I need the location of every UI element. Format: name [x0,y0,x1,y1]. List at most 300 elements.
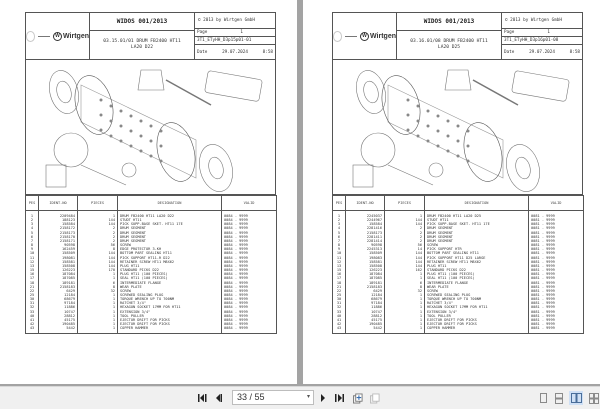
row-ident-no: 2244967 [346,218,385,222]
page-row [195,29,275,37]
row-pieces: 1 [385,293,425,297]
date-value: 29.07.2024 [222,49,248,55]
time-value: 8:58 [262,49,273,55]
copyright: © 2013 by Wirtgen GmbH [195,13,275,29]
row-pes: 13 [26,264,39,268]
row-designation: RETAINER SCREW HT11 M8X62 [425,260,529,264]
chevron-down-icon[interactable]: ▾ [306,394,310,400]
assembly-name [90,31,194,59]
row-pieces: 144 [385,256,425,260]
row-pieces: 1 [385,297,425,301]
row-pes: 21 [26,285,39,289]
doc-title: WIDOS 001/2013 [397,13,501,31]
assembly-line2: LA20 D25 [437,45,461,50]
row-pieces: 144 [385,222,425,226]
row-designation: INTERMEDIATE FLANGE [118,281,222,285]
row-valid: 0084 - 9999 [222,293,277,297]
row-pieces: 6 [385,281,425,285]
row-valid: 0081 - 9999 [529,293,584,297]
row-valid: 0084 - 9999 [222,326,277,334]
row-pes: 1 [26,211,39,219]
row-designation: EJECTOR DRIFT FOR PICKS [118,322,222,326]
row-designation: SCREW [118,289,222,293]
row-ident-no: 11886 [39,305,78,309]
row-valid: 0084 - 9999 [222,231,277,235]
exploded-drawing [25,60,276,195]
row-designation: DRUM SEGMENT [118,239,222,243]
row-pes: 8 [333,243,346,247]
row-pes: 10 [26,251,39,255]
row-ident-no: 2158173 [346,231,385,235]
row-valid: 0081 - 9999 [529,297,584,301]
row-pes: 31 [333,301,346,305]
row-ident-no: 2209484 [39,211,78,219]
row-designation: DRUM SEGMENT [118,226,222,230]
row-ident-no: 198083 [346,256,385,260]
row-ident-no: 68679 [39,297,78,301]
row-ident-no: 45175 [39,318,78,322]
row-pieces: 1 [78,326,118,334]
row-ident-no: 187085 [346,276,385,280]
row-designation: PICK SUPP.BASE SKET. HT11 17E [118,222,222,226]
row-designation: PLUG HT11 (100 PIECES) [118,272,222,276]
row-ident-no: 5442 [39,326,78,334]
row-pieces: 1 [78,310,118,314]
row-pieces: 1 [78,211,118,219]
row-ident-no: 2158183 [39,285,78,289]
row-pieces: 1 [385,272,425,276]
doc-code: 3T1_ETyHH_D3p15p01-01 [197,38,252,43]
wirtgen-logo [53,32,89,41]
parts-table [332,195,584,334]
doc-code: 3T1_ETyHH_D3p16p01-08 [504,38,559,43]
row-designation: RATCHET 3/4" [425,301,529,305]
row-pieces: 2 [78,235,118,239]
next-page-button[interactable] [318,392,328,404]
row-pes: 21 [333,285,346,289]
row-pieces: 2 [78,226,118,230]
row-ident-no: 97184 [39,301,78,305]
row-valid: 0081 - 9999 [529,231,584,235]
row-designation: EJECTOR DRIFT FOR PICKS [425,318,529,322]
row-pes: 6 [333,235,346,239]
row-pes: 25 [333,293,346,297]
row-ident-no: 188123 [39,218,78,222]
table-header-row [26,196,277,211]
row-pieces: 8 [78,285,118,289]
row-ident-no: 158508 [39,264,78,268]
row-ident-no: 158509 [39,251,78,255]
col-ident-no: IDENT-NO [39,196,78,211]
row-designation: PICK SUPP.BASE SKET. HT11 17E [425,222,529,226]
row-ident-no: 6429 [346,289,385,293]
row-pieces: 1 [78,322,118,326]
row-ident-no: 90598 [39,243,78,247]
parts-sheet [25,12,276,334]
row-ident-no: 2245037 [346,211,385,219]
continuous-view-button[interactable] [553,391,565,405]
first-page-button[interactable] [197,392,207,404]
row-designation: STUDT HT11 [425,218,529,222]
row-valid: 0084 - 9999 [222,218,277,222]
row-pieces: 144 [385,251,425,255]
row-designation: DRUM SEGMENT [118,235,222,239]
row-valid: 0081 - 9999 [529,239,584,243]
table-row [333,211,584,219]
exploded-drawing [332,60,583,195]
row-designation: DRUM SEGMENT [425,231,529,235]
title-block [397,13,502,59]
col-designation: DESIGNATION [118,196,222,211]
two-page-view-button[interactable] [569,391,583,405]
row-pieces: 1 [385,276,425,280]
row-pieces: 144 [78,222,118,226]
row-pieces: 14 [385,247,425,251]
row-designation: STANDARD PICKS D22 [425,268,529,272]
row-designation: SCREW [118,243,222,247]
row-designation: STUDT HT11 [118,218,222,222]
previous-page-icon [216,394,222,402]
row-ident-no: 2158172 [39,226,78,230]
row-valid: 0081 - 9999 [529,222,584,226]
col-pieces: PIECES [78,196,118,211]
row-designation: HEXAGON SOCKET 17MM FOR HT11 [118,305,222,309]
row-valid: 0081 - 9999 [529,260,584,264]
row-designation: DRUM FB2400 HT11 LA20 D25 [425,211,529,219]
page-indicator: 33 / 55 [237,392,265,402]
row-valid: 0084 - 9999 [222,318,277,322]
row-valid: 0084 - 9999 [222,260,277,264]
row-ident-no: 10747 [346,310,385,314]
row-valid: 0081 - 9999 [529,322,584,326]
row-pieces: 1 [385,211,425,219]
row-pes: 17 [26,276,39,280]
row-valid: 0081 - 9999 [529,256,584,260]
row-pieces: 1 [78,314,118,318]
time-value: 8:58 [569,49,580,55]
row-ident-no: 2158173 [39,231,78,235]
row-pes: 2 [333,218,346,222]
row-ident-no: 2158171 [39,239,78,243]
row-ident-no: 90598 [346,243,385,247]
row-designation: EJECTOR DRIFT FOR PICKS [118,318,222,322]
row-pieces: 1 [385,301,425,305]
info-block [195,13,275,59]
table-row [26,211,277,219]
row-valid: 0084 - 9999 [222,301,277,305]
page-label: Page [504,30,515,35]
row-pes: 41 [333,318,346,322]
row-pes: 7 [26,239,39,243]
copyright: © 2013 by Wirtgen GmbH [502,13,582,29]
row-ident-no: 2158170 [39,235,78,239]
row-ident-no: 158581 [39,260,78,264]
row-designation: SCREW [425,243,529,247]
parts-table-body [333,211,584,334]
row-designation: DRUM SEGMENT [425,239,529,243]
row-pes: 16 [26,272,39,276]
row-pieces: 1 [385,310,425,314]
row-valid: 0081 - 9999 [529,326,584,334]
row-designation: SCREWED SEALING PLUG [118,293,222,297]
page-number-input[interactable] [232,390,314,405]
seal-icon [333,31,342,42]
row-valid: 0081 - 9999 [529,318,584,322]
row-valid: 0084 - 9999 [222,243,277,247]
row-designation: EXTENSION 3/4" [118,310,222,314]
row-pes: 4 [26,226,39,230]
row-valid: 0084 - 9999 [222,305,277,309]
row-pieces: 1 [385,322,425,326]
row-ident-no: 2158183 [346,285,385,289]
col-valid: VALID [529,196,584,211]
row-ident-no: 2281411 [346,235,385,239]
row-valid: 0081 - 9999 [529,281,584,285]
row-designation: SEAL HT11 (100 PIECES) [425,276,529,280]
row-pieces: 2 [78,239,118,243]
page-value: 1 [240,30,243,35]
row-pieces: 1 [78,293,118,297]
row-pes: 8 [26,243,39,247]
row-valid: 0084 - 9999 [222,264,277,268]
row-designation: RATCHET 3/4" [118,301,222,305]
row-ident-no: 187084 [346,272,385,276]
row-ident-no: 2281414 [346,239,385,243]
row-designation: TOOL PULLER [425,314,529,318]
last-page-button[interactable] [334,392,344,404]
row-pes: 16 [333,272,346,276]
row-pes: 32 [333,305,346,309]
row-pieces: 1 [78,297,118,301]
sheet-header [25,12,276,60]
row-pieces: 170 [78,268,118,272]
row-ident-no: 158581 [346,260,385,264]
row-designation: DRUM SEGMENT [118,231,222,235]
row-pieces: 32 [385,289,425,293]
row-pieces: 2 [385,231,425,235]
row-valid: 0084 - 9999 [222,272,277,276]
row-pieces: 162 [385,268,425,272]
row-valid: 0081 - 9999 [529,272,584,276]
row-designation: PLUG HT11 (100 PIECES) [425,272,529,276]
row-ident-no: 126223 [39,268,78,272]
row-ident-no: 158584 [39,222,78,226]
first-page-icon [198,394,207,402]
wirtgen-w-icon: W [360,32,369,41]
row-ident-no: 5442 [346,326,385,334]
row-designation: COPPER HAMMER [425,326,529,334]
row-pes: 33 [333,310,346,314]
row-pieces: 144 [385,264,425,268]
parts-table [25,195,277,334]
row-pieces: 144 [78,251,118,255]
brand-name: Wirtgen [370,32,396,40]
row-ident-no: 11886 [346,305,385,309]
row-ident-no: 2245313 [346,247,385,251]
col-pes: PES [333,196,346,211]
row-valid: 0084 - 9999 [222,289,277,293]
row-ident-no: 68679 [346,297,385,301]
row-pieces: 1 [78,318,118,322]
row-valid: 0084 - 9999 [222,314,277,318]
row-ident-no: 6429 [39,289,78,293]
row-valid: 0081 - 9999 [529,289,584,293]
two-page-continuous-view-button[interactable] [588,391,600,405]
divider-line [345,36,357,37]
row-ident-no: 158509 [346,251,385,255]
row-valid: 0084 - 9999 [222,226,277,230]
row-pes: 18 [333,281,346,285]
row-pes: 5 [26,231,39,235]
insert-page-button[interactable] [353,392,363,404]
row-pes: 32 [26,305,39,309]
remove-page-icon [370,393,380,404]
row-pes: 11 [26,256,39,260]
doc-code-row [195,37,275,45]
row-pes: 18 [26,281,39,285]
page-value: 1 [547,30,550,35]
row-pieces: 32 [78,289,118,293]
row-valid: 0081 - 9999 [529,301,584,305]
row-pieces: 1 [385,326,425,334]
row-pieces: 144 [385,260,425,264]
row-pes: 13 [333,264,346,268]
row-valid: 0081 - 9999 [529,310,584,314]
row-designation: SEAL HT11 (100 PIECES) [118,276,222,280]
row-designation: PICK SUPPORT HT11 D25 LARGE [425,256,529,260]
row-pes: 30 [333,297,346,301]
row-pes: 12 [333,260,346,264]
table-row [26,276,277,280]
row-valid: 0081 - 9999 [529,314,584,318]
two-page-continuous-icon [589,393,599,404]
row-valid: 0084 - 9999 [222,322,277,326]
row-ident-no: 12184 [346,293,385,297]
row-ident-no: 2281416 [346,226,385,230]
row-pes: 15 [26,268,39,272]
row-pieces: 2 [385,235,425,239]
date-row [195,45,275,59]
row-valid: 0084 - 9999 [222,268,277,272]
date-label: Date [504,49,515,55]
table-header-row [333,196,584,211]
row-valid: 0084 - 9999 [222,276,277,280]
row-pes: 43 [26,326,39,334]
wirtgen-w-icon: W [53,32,62,41]
row-designation: EJECTOR DRIFT FOR PICKS [425,322,529,326]
row-ident-no: 190485 [346,322,385,326]
row-valid: 0084 - 9999 [222,239,277,243]
row-pes: 12 [26,260,39,264]
row-valid: 0081 - 9999 [529,218,584,222]
row-ident-no: 12184 [39,293,78,297]
row-valid: 0081 - 9999 [529,251,584,255]
row-pieces: 1 [78,301,118,305]
row-valid: 0081 - 9999 [529,247,584,251]
table-row [333,326,584,334]
row-valid: 0084 - 9999 [222,247,277,251]
drum-exploded-view-icon [26,60,275,194]
date-label: Date [197,49,208,55]
page-left [0,0,297,384]
table-row [333,251,584,255]
single-page-view-button[interactable] [537,391,549,405]
col-designation: DESIGNATION [425,196,529,211]
row-pieces: 2 [385,226,425,230]
navigation-toolbar [0,386,600,409]
row-pieces: 1 [78,276,118,280]
row-valid: 0084 - 9999 [222,235,277,239]
col-pes: PES [26,196,39,211]
assembly-line2: LA20 D22 [130,45,154,50]
date-row [502,45,582,59]
row-pes: 11 [333,256,346,260]
logo-block [333,13,397,59]
row-ident-no: 198081 [39,256,78,260]
row-pieces: 144 [385,218,425,222]
row-pes: 5 [333,231,346,235]
row-pes: 22 [333,289,346,293]
row-designation: HEXAGON SOCKET 17MM FOR HT11 [425,305,529,309]
row-pieces: 1 [385,305,425,309]
parts-sheet [332,12,583,334]
remove-page-button[interactable] [370,392,380,404]
row-pes: 7 [333,239,346,243]
table-row [26,251,277,255]
row-valid: 0081 - 9999 [529,243,584,247]
row-designation: TOOL PULLER [118,314,222,318]
assembly-name [397,31,501,59]
row-pes: 9 [26,247,39,251]
row-valid: 0084 - 9999 [222,251,277,255]
row-designation: RETAINER SCREW HT11 M8X62 [118,260,222,264]
row-designation: DRUM SEGMENT [425,226,529,230]
row-designation: INTERMEDIATE FLANGE [425,281,529,285]
row-pes: 3 [333,222,346,226]
add-page-icon [353,393,363,404]
assembly-line1: 03.16.01/08 DRUM FB2400 HT11 [410,39,488,44]
row-pieces: 144 [78,256,118,260]
next-page-icon [320,394,326,402]
row-pes: 42 [26,322,39,326]
row-valid: 0081 - 9999 [529,211,584,219]
row-pieces: 1 [78,305,118,309]
assembly-line1: 03.15.01/01 DRUM FB2400 HT11 [103,39,181,44]
row-designation: PLUG HT11 [118,264,222,268]
row-pes: 4 [333,226,346,230]
col-pieces: PIECES [385,196,425,211]
single-page-icon [540,393,547,403]
page-right [303,0,600,384]
row-ident-no: 28812 [39,314,78,318]
row-designation: EDGE PROTECTOR 3-KH [118,247,222,251]
row-valid: 0084 - 9999 [222,281,277,285]
page-label: Page [197,30,208,35]
row-pieces: 6 [78,281,118,285]
row-pieces: 2 [385,239,425,243]
row-designation: DRUM FB2400 HT11 LA20 D22 [118,211,222,219]
row-designation: TORQUE WRENCH UP TO 700NM [118,297,222,301]
two-page-icon [571,393,582,403]
wirtgen-logo [360,32,396,41]
row-pieces: 1 [78,272,118,276]
row-ident-no: 158584 [346,222,385,226]
row-pieces: 144 [78,218,118,222]
row-designation: SCREWED SEALING PLUG [425,293,529,297]
row-pieces: 8 [78,247,118,251]
previous-page-button[interactable] [214,392,224,404]
row-designation: PICK SUPPORT HT11-R D22 [118,256,222,260]
